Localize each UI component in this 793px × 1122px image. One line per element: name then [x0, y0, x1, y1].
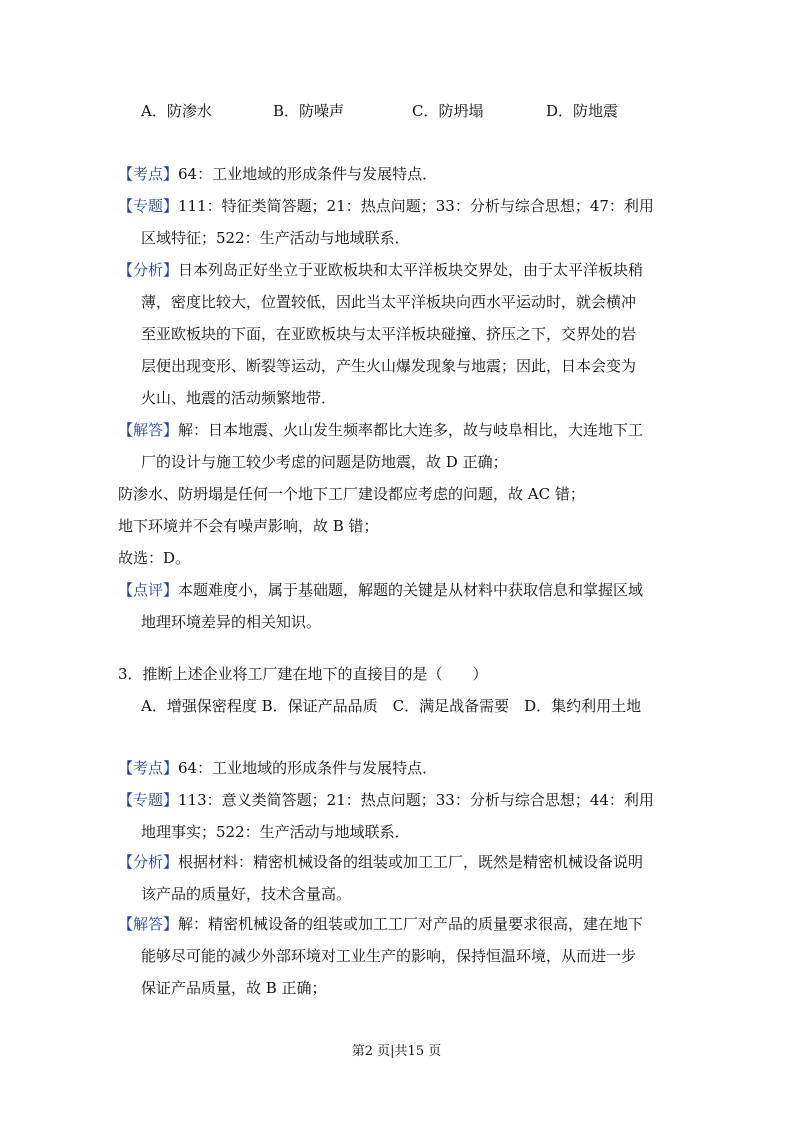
- q3-jieda: [118, 914, 643, 934]
- fenxi-text: 日本列岛正好坐立于亚欧板块和太平洋板块交界处，由于太平洋板块稍: [178, 261, 644, 279]
- q3-fenxi-l2: 该产品的质量好，技术含量高。: [141, 885, 352, 903]
- q2-fenxi-l4: 层便出现变形、断裂等运动，产生火山爆发现象与地震；因此，日本会变为: [141, 357, 637, 375]
- q2-kaodian: [118, 164, 437, 184]
- q2-zhuanti-cont: 区域特征；522：生产活动与地域联系．: [141, 229, 410, 247]
- option-b: B．防噪声: [273, 102, 345, 120]
- option-a: A．防渗水: [141, 102, 212, 120]
- q3-kaodian: [118, 758, 437, 778]
- dianping-tag: 【点评】: [118, 581, 179, 599]
- q2-jieda-l5: 故选：D。: [118, 549, 191, 567]
- q3-stem: 3．推断上述企业将工厂建在地下的直接目的是（ ）: [118, 665, 488, 683]
- q3-jieda-l3: 保证产品质量，故 B 正确；: [141, 979, 327, 997]
- page-number-footer: 第2 页|共15 页: [351, 1044, 442, 1059]
- kaodian-tag: 【考点】: [118, 165, 179, 183]
- zhuanti-text: 111：特征类简答题；21：热点问题；33：分析与综合思想；47：利用: [178, 197, 654, 215]
- q2-zhuanti: [118, 196, 654, 216]
- zhuanti-tag: 【专题】: [118, 791, 179, 809]
- q2-jieda-l3: 防渗水、防坍塌是任何一个地下工厂建设都应考虑的问题，故 AC 错；: [118, 485, 585, 503]
- q2-jieda-l2: 厂的设计与施工较少考虑的问题是防地震，故 D 正确；: [141, 453, 508, 471]
- fenxi-text: 根据材料：精密机械设备的组装或加工工厂，既然是精密机械设备说明: [178, 853, 644, 871]
- zhuanti-tag: 【专题】: [118, 197, 179, 215]
- q3-options: A．增强保密程度 B．保证产品品质 C．满足战备需要 D．集约利用土地: [141, 697, 642, 715]
- q2-fenxi-l3: 至亚欧板块的下面，在亚欧板块与太平洋板块碰撞、挤压之下，交界处的岩: [141, 325, 637, 343]
- jieda-tag: 【解答】: [118, 915, 179, 933]
- kaodian-tag: 【考点】: [118, 759, 179, 777]
- q2-jieda-l4: 地下环境并不会有噪声影响，故 B 错；: [118, 517, 379, 535]
- q3-zhuanti: [118, 790, 654, 810]
- fenxi-tag: 【分析】: [118, 261, 179, 279]
- option-d: D．防地震: [546, 102, 619, 120]
- jieda-text: 解：精密机械设备的组装或加工工厂对产品的质量要求很高，建在地下: [178, 915, 644, 933]
- q2-fenxi: [118, 260, 643, 280]
- q3-zhuanti-cont: 地理事实；522：生产活动与地域联系．: [141, 823, 410, 841]
- fenxi-tag: 【分析】: [118, 853, 179, 871]
- q3-fenxi: [118, 852, 643, 872]
- jieda-tag: 【解答】: [118, 421, 179, 439]
- dianping-text: 本题难度小，属于基础题，解题的关键是从材料中获取信息和掌握区域: [178, 581, 644, 599]
- jieda-text: 解：日本地震、火山发生频率都比大连多，故与岐阜相比，大连地下工: [178, 421, 644, 439]
- kaodian-text: 64：工业地域的形成条件与发展特点．: [178, 759, 438, 777]
- q2-jieda: [118, 420, 643, 440]
- kaodian-text: 64：工业地域的形成条件与发展特点．: [178, 165, 438, 183]
- option-c: C．防坍塌: [412, 102, 484, 120]
- q2-dianping-l2: 地理环境差异的相关知识。: [141, 613, 322, 631]
- zhuanti-text: 113：意义类简答题；21：热点问题；33：分析与综合思想；44：利用: [178, 791, 654, 809]
- q2-fenxi-l5: 火山、地震的活动频繁地带．: [141, 389, 337, 407]
- q3-jieda-l2: 能够尽可能的减少外部环境对工业生产的影响，保持恒温环境，从而进一步: [141, 947, 637, 965]
- q2-fenxi-l2: 薄，密度比较大，位置较低，因此当太平洋板块向西水平运动时，就会横冲: [141, 293, 637, 311]
- q2-dianping: [118, 580, 643, 600]
